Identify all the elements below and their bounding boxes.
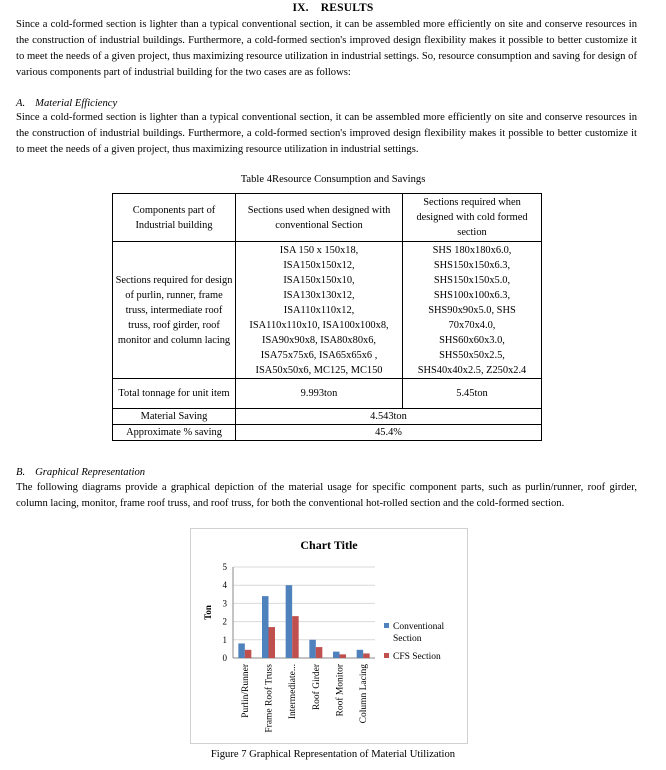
bar-cfs <box>245 650 252 658</box>
bar-conventional <box>333 652 340 658</box>
material-chart <box>190 528 468 744</box>
subsection-a-heading <box>16 97 117 111</box>
x-tick-label: Column Lacing <box>359 664 370 724</box>
y-tick-label: 0 <box>222 653 227 663</box>
subsection-a-letter: A. <box>16 98 26 109</box>
section-title: RESULTS <box>320 2 374 14</box>
cell-tonnage-label: Total tonnage for unit item <box>113 379 236 409</box>
bar-conventional <box>286 585 293 658</box>
x-tick-label: Intermediate... <box>288 664 299 720</box>
header-conventional: Sections used when designed with conventional Section <box>236 194 403 242</box>
subsection-b-paragraph: The following diagrams provide a graphical depiction of the material usage for specific component parts, such as purlin/runner, roof girder, column lacing, monitor, frame roof truss, and roof truss, for both the conventional hot-rolled section and the cold-formed section. <box>16 482 637 509</box>
cell-tonnage-cfs: 5.45ton <box>403 379 542 409</box>
table-row-tonnage <box>113 379 542 409</box>
x-tick-label: Roof Monitor <box>335 664 346 717</box>
subsection-b-heading <box>16 466 145 480</box>
bar-cfs <box>363 653 370 658</box>
header-components: Components part of Industrial building <box>113 194 236 242</box>
y-tick-label: 1 <box>222 634 227 645</box>
cell-tonnage-conventional: 9.993ton <box>236 379 403 409</box>
y-tick-label: 5 <box>222 562 227 572</box>
cell-percent-label: Approximate % saving <box>113 425 236 441</box>
cell-cfs-sections: SHS 180x180x6.0, SHS150x150x6.3, SHS150x150x5.0, SHS100x100x6.3, SHS90x90x5.0, SHS 70x70x4.0, SHS60x60x3.0, SHS50x50x2.5, SHS40x40x2.5, Z250x2.4 <box>403 242 542 379</box>
bar-cfs <box>316 647 323 658</box>
table-row-saving <box>113 409 542 425</box>
resource-table <box>112 193 542 441</box>
x-tick-label: Frame Roof Truss <box>264 664 275 733</box>
table-row-percent <box>113 425 542 441</box>
table-header-row <box>113 194 542 242</box>
cell-components-desc: Sections required for design of purlin, runner, frame truss, intermediate roof truss, roof girder, roof monitor and column lacing <box>113 242 236 379</box>
legend-entry: Conventional Section <box>393 622 445 644</box>
subsection-b-title: Graphical Representation <box>35 467 146 478</box>
bar-conventional <box>309 640 316 658</box>
bar-cfs <box>292 616 299 658</box>
bar-conventional <box>262 596 269 658</box>
bar-conventional <box>238 643 245 658</box>
legend-swatch <box>384 653 389 658</box>
section-number: IX. <box>292 2 309 14</box>
x-tick-label: Purlin/Runner <box>240 664 251 718</box>
bar-conventional <box>357 650 364 658</box>
chart-title: Chart Title <box>300 538 358 552</box>
section-heading <box>0 2 666 14</box>
x-tick-label: Roof Girder <box>311 664 322 711</box>
chart-svg <box>191 529 467 743</box>
intro-paragraph: Since a cold-formed section is lighter than a typical conventional section, it can be assembled more efficiently on site and conserve resources in the construction of industrial buildings. Furthermore, a cold-formed section's improved design flexibility makes it possible to better customize it to meet the needs of a given project, thus maximizing resource utilization in industrial settings. So, resource consumption and saving for design of various components part of industrial building for the two cases are as follows: <box>16 19 637 78</box>
y-axis-label: Ton <box>203 605 213 620</box>
legend-swatch <box>384 623 389 628</box>
bar-cfs <box>340 654 347 658</box>
legend-entry: CFS Section <box>393 652 441 662</box>
figure-caption: Figure 7 Graphical Representation of Material Utilization <box>210 749 456 760</box>
subsection-a-title: Material Efficiency <box>35 98 118 109</box>
cell-saving-value: 4.543ton <box>236 409 542 425</box>
y-tick-label: 2 <box>222 616 227 627</box>
table-row-sections <box>113 242 542 379</box>
header-cold-formed: Sections required when designed with cold formed section <box>403 194 542 242</box>
subsection-a-paragraph: Since a cold-formed section is lighter than a typical conventional section, it can be assembled more efficiently on site and conserve resources in the construction of industrial buildings. Furthermore, a cold-formed section's improved design flexibility makes it possible to better customize it to meet the needs of a given project, thus maximizing resource utilization in industrial settings. <box>16 112 637 155</box>
table-caption: Table 4Resource Consumption and Savings <box>240 174 426 185</box>
subsection-b-letter: B. <box>16 467 26 478</box>
cell-conventional-sections: ISA 150 x 150x18, ISA150x150x12, ISA150x150x10, ISA130x130x12, ISA110x110x12, ISA110x110x10, ISA100x100x8, ISA90x90x8, ISA80x80x6, ISA75x75x6, ISA65x65x6 , ISA50x50x6, MC125, MC150 <box>236 242 403 379</box>
bar-cfs <box>269 627 276 658</box>
y-tick-label: 3 <box>222 598 227 609</box>
cell-saving-label: Material Saving <box>113 409 236 425</box>
cell-percent-value: 45.4% <box>236 425 542 441</box>
y-tick-label: 4 <box>222 580 227 591</box>
